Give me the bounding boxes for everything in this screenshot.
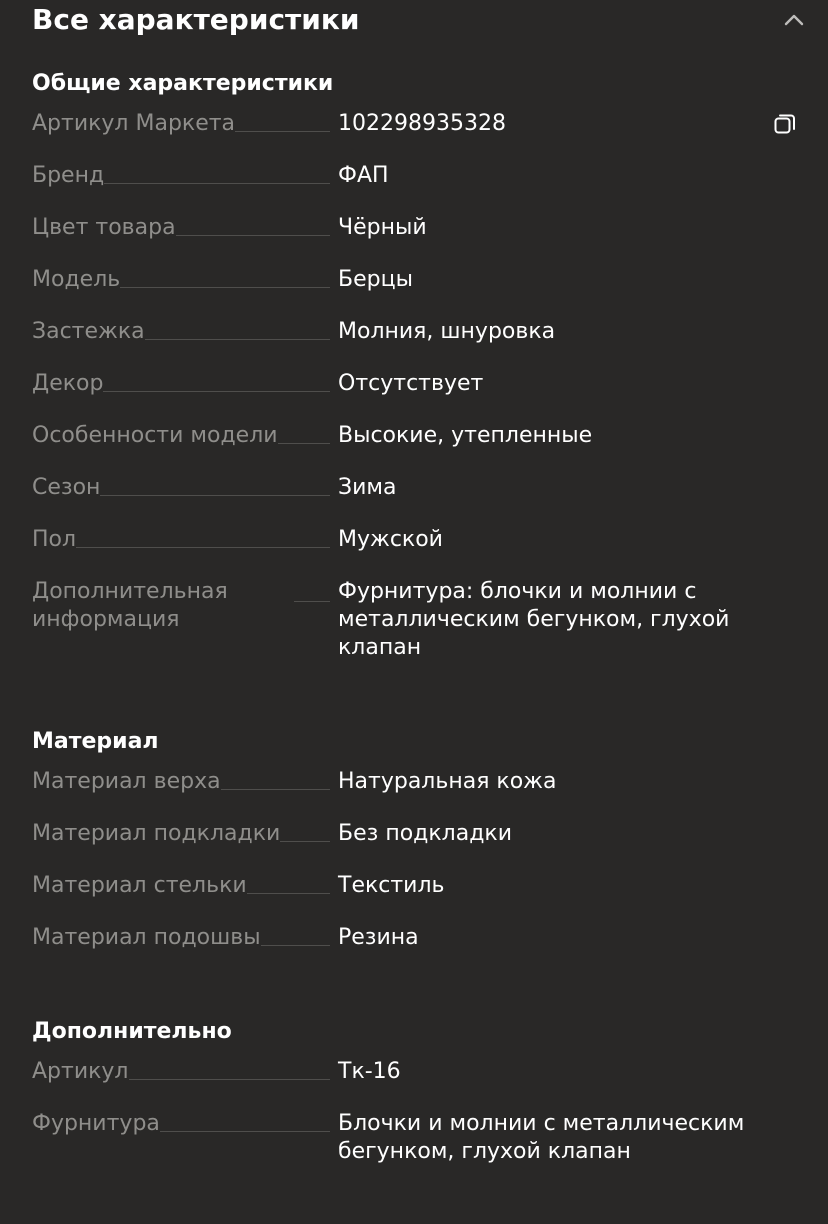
spec-label: Бренд [32, 163, 105, 188]
spec-row-fastener [32, 314, 796, 366]
spec-row-upper-material [32, 764, 796, 816]
spec-row-article [32, 1054, 796, 1106]
spec-label: Дополнительная информация [32, 579, 228, 632]
spec-value: Без подкладки [338, 821, 513, 846]
spec-row-market-sku [32, 106, 796, 158]
collapse-button[interactable] [764, 0, 804, 40]
spec-value: Блочки и молнии с металлическим бегунком, глухой клапан [338, 1111, 745, 1164]
spec-label: Пол [32, 527, 77, 552]
spec-value: Зима [338, 475, 397, 500]
spec-label: Цвет товара [32, 215, 176, 240]
spec-value: Высокие, утепленные [338, 423, 593, 448]
spec-row-season [32, 470, 796, 522]
copy-sku-button[interactable] [764, 108, 796, 140]
spec-value: Резина [338, 925, 419, 950]
spec-row-color [32, 210, 796, 262]
spec-value: Натуральная кожа [338, 769, 557, 794]
spec-row-hardware [32, 1106, 796, 1186]
characteristics-header [32, 0, 796, 40]
spec-label: Материал подошвы [32, 925, 261, 950]
spec-value: Тк-16 [338, 1059, 401, 1084]
spec-value: Мужской [338, 527, 443, 552]
section-title: Материал [32, 729, 159, 754]
spec-row-decor [32, 366, 796, 418]
spec-label: Модель [32, 267, 121, 292]
spec-value: Фурнитура: блочки и молнии с металлическим бегунком, глухой клапан [338, 579, 730, 660]
section-title: Общие характеристики [32, 71, 334, 96]
section-additional [32, 1010, 796, 1186]
spec-value: 102298935328 [338, 111, 506, 136]
spec-row-sole-material [32, 920, 796, 972]
spec-value: Молния, шнуровка [338, 319, 556, 344]
spec-label: Материал верха [32, 769, 221, 794]
spec-row-gender [32, 522, 796, 574]
spec-row-model [32, 262, 796, 314]
spec-label: Фурнитура [32, 1111, 160, 1136]
spec-row-additional-info [32, 574, 796, 682]
page-title: Все характеристики [32, 3, 360, 36]
spec-value: Берцы [338, 267, 413, 292]
section-material [32, 720, 796, 972]
spec-label: Материал подкладки [32, 821, 281, 846]
spec-row-features [32, 418, 796, 470]
spec-label: Декор [32, 371, 104, 396]
spec-label: Сезон [32, 475, 101, 500]
characteristics-list [32, 62, 796, 1224]
spec-label: Артикул [32, 1059, 129, 1084]
spec-row-insole-material [32, 868, 796, 920]
spec-row-lining-material [32, 816, 796, 868]
spec-label: Особенности модели [32, 423, 278, 448]
spec-value: Отсутствует [338, 371, 484, 396]
copy-icon [774, 113, 796, 135]
spec-value: ФАП [338, 163, 389, 188]
spec-label: Застежка [32, 319, 145, 344]
spec-label: Материал стельки [32, 873, 247, 898]
spec-value: Чёрный [338, 215, 427, 240]
spec-row-brand [32, 158, 796, 210]
section-general [32, 62, 796, 682]
chevron-up-icon [784, 14, 804, 26]
section-title: Дополнительно [32, 1019, 232, 1044]
spec-value: Текстиль [338, 873, 445, 898]
spec-label: Артикул Маркета [32, 111, 236, 136]
